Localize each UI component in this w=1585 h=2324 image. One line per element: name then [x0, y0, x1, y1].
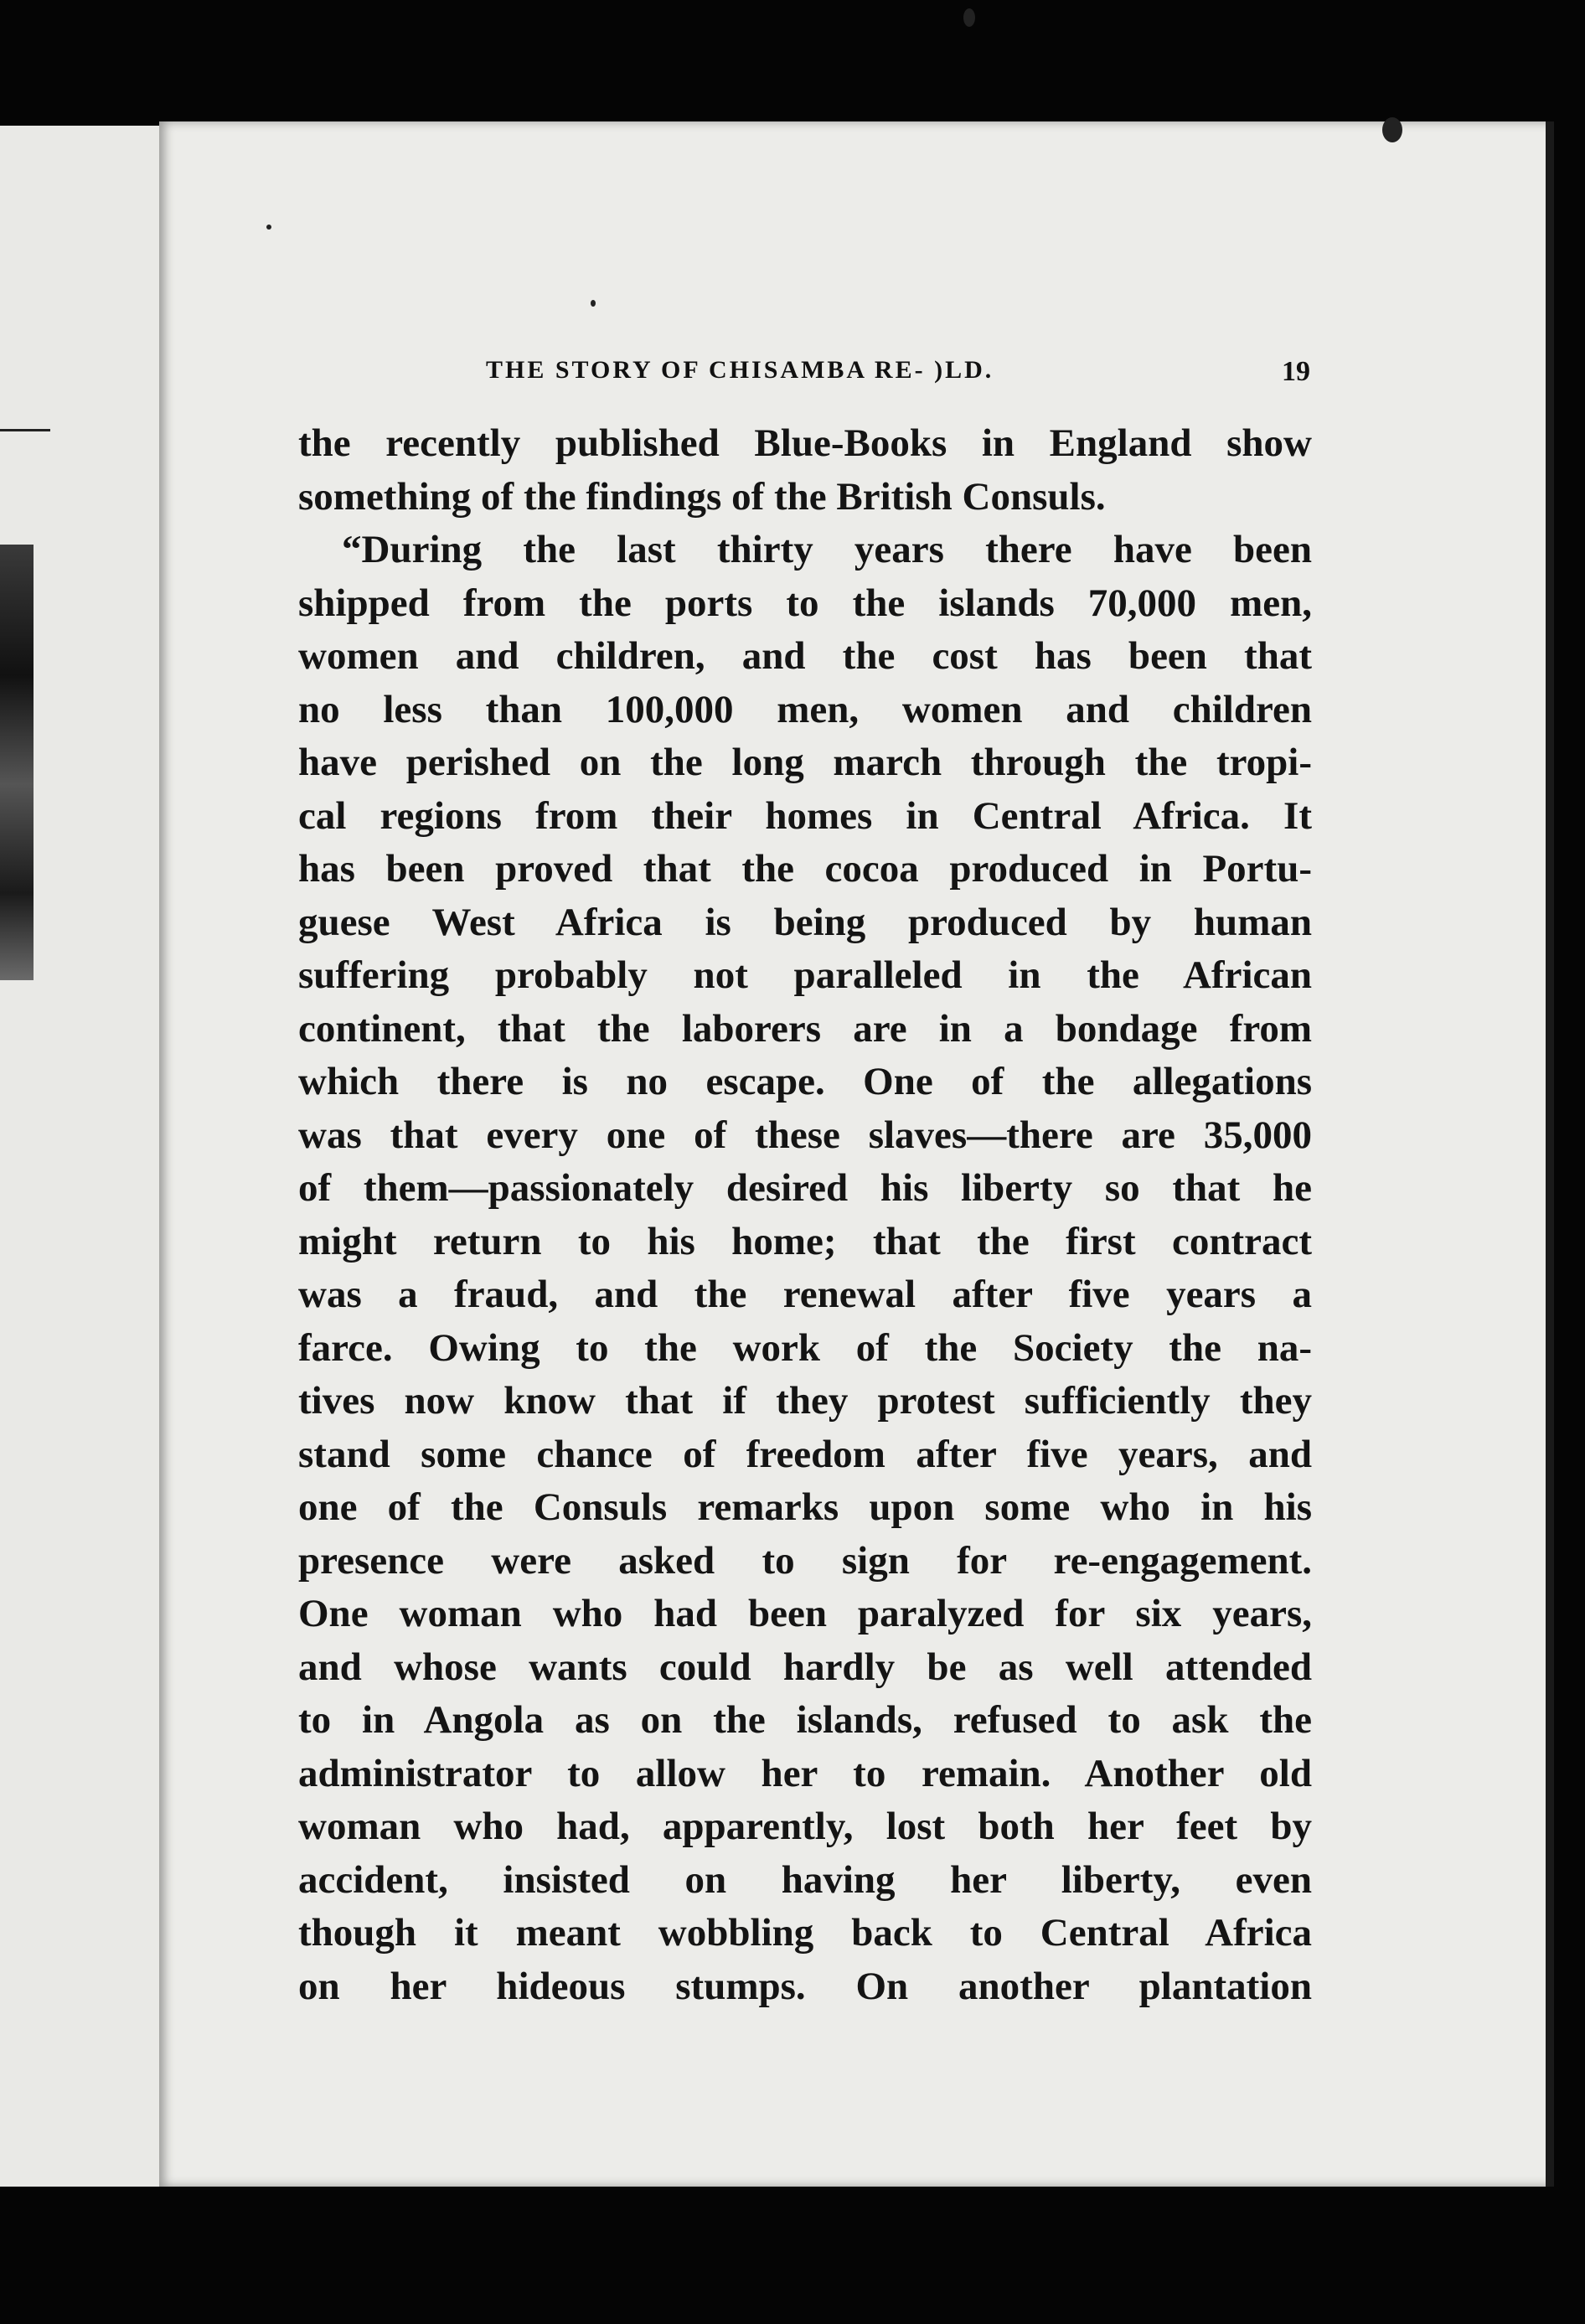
text-line: one of the Consuls remarks upon some who in his	[298, 1485, 1312, 1529]
text-line: “During the last thirty years there have been	[342, 528, 1312, 571]
text-line: woman who had, apparently, lost both her feet by	[298, 1805, 1312, 1848]
text-line: shipped from the ports to the islands 70,000 men,	[298, 581, 1312, 625]
facing-page-edge	[0, 126, 162, 2187]
text-line: might return to his home; that the first contract	[298, 1219, 1312, 1263]
text-line: has been proved that the cocoa produced in Portu-	[298, 847, 1312, 891]
text-line: guese West Africa is being produced by human	[298, 900, 1312, 944]
scan-speck	[963, 8, 975, 27]
body-text	[298, 417, 1312, 2013]
text-line: which there is no escape. One of the allegations	[298, 1060, 1312, 1103]
scan-speck	[266, 225, 271, 230]
scan-speck	[591, 300, 596, 307]
text-line: on her hideous stumps. On another plantation	[298, 1964, 1312, 2008]
text-line: though it meant wobbling back to Central Africa	[298, 1911, 1312, 1955]
text-line: cal regions from their homes in Central Africa. It	[298, 793, 1312, 838]
scan-speck	[1382, 117, 1402, 142]
text-line: continent, that the laborers are in a bondage from	[298, 1006, 1312, 1051]
text-line: to in Angola as on the islands, refused to ask the	[298, 1698, 1312, 1742]
text-line: was that every one of these slaves—there are 35,000	[298, 1113, 1312, 1157]
text-line: women and children, and the cost has been that	[298, 634, 1312, 678]
running-head: THE STORY OF CHISAMBA RE- )LD.	[486, 356, 994, 384]
text-line: farce. Owing to the work of the Society the na-	[298, 1325, 1312, 1370]
text-line: administrator to allow her to remain. Another old	[298, 1751, 1312, 1795]
page-number: 19	[1282, 356, 1310, 387]
text-line: of them—passionately desired his liberty so that he	[298, 1166, 1312, 1210]
text-line: accident, insisted on having her liberty, even	[298, 1857, 1312, 1902]
text-line: and whose wants could hardly be as well attended	[298, 1645, 1312, 1689]
text-line: presence were asked to sign for re-engagement.	[298, 1538, 1312, 1583]
text-line: no less than 100,000 men, women and children	[298, 687, 1312, 731]
text-line: tives now know that if they protest sufficiently they	[298, 1379, 1312, 1423]
text-line: have perished on the long march through the tropi-	[298, 741, 1312, 784]
page-edge-shadow	[1546, 121, 1554, 2187]
text-line: One woman who had been paralyzed for six years,	[298, 1592, 1312, 1635]
facing-page-rule	[0, 429, 50, 431]
text-line: was a fraud, and the renewal after five years a	[298, 1273, 1312, 1316]
text-line: something of the findings of the British Consuls.	[298, 474, 1106, 519]
text-line: stand some chance of freedom after five years, and	[298, 1432, 1312, 1476]
text-line: the recently published Blue-Books in England show	[298, 421, 1312, 465]
facing-page-photo-fragment	[0, 545, 34, 980]
text-line: suffering probably not paralleled in the African	[298, 953, 1312, 997]
